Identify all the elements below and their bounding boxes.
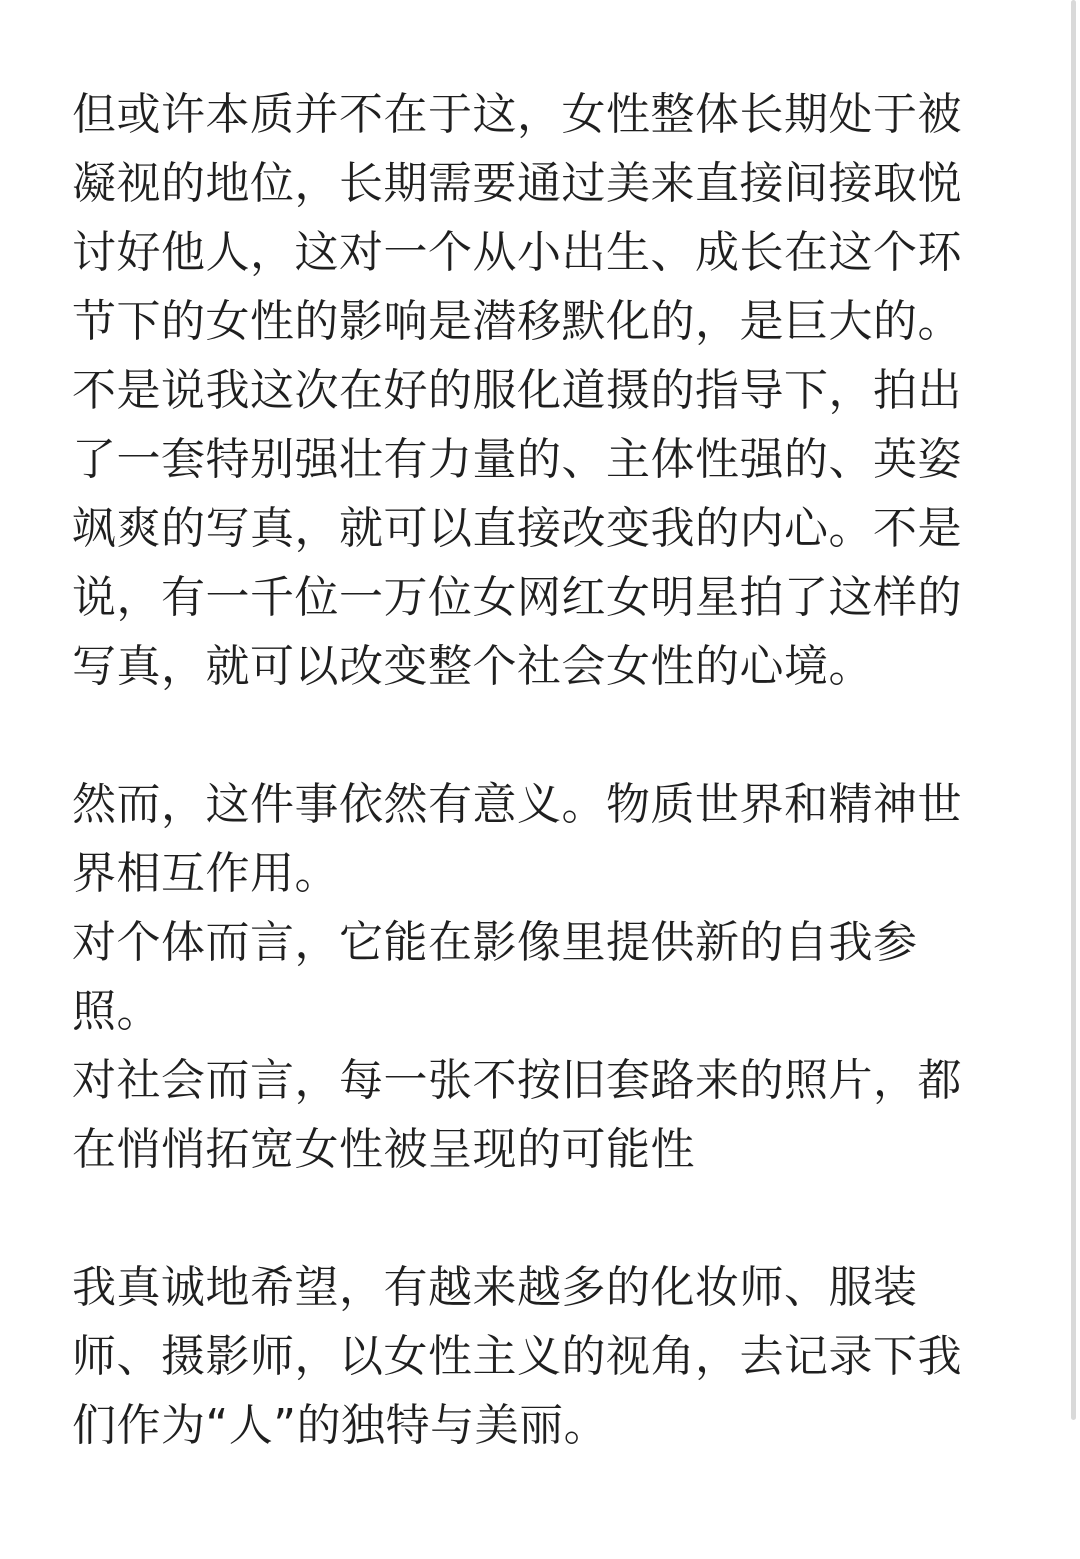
paragraph-2	[72, 770, 1002, 1184]
text-line: 讨好他人，这对一个从小出生、成长在这个环	[72, 227, 962, 278]
text-line: 照。	[72, 986, 161, 1037]
text-line: 飒爽的写真，就可以直接改变我的内心。不是	[72, 503, 962, 554]
text-line: 节下的女性的影响是潜移默化的，是巨大的。	[72, 296, 962, 347]
text-line: 了一套特别强壮有力量的、主体性强的、英姿	[72, 434, 962, 485]
article-body	[72, 80, 1002, 1529]
text-line: 然而，这件事依然有意义。物质世界和精神世	[72, 779, 962, 830]
text-line: 但或许本质并不在于这，女性整体长期处于被	[72, 89, 962, 140]
text-line: 对个体而言，它能在影像里提供新的自我参	[72, 917, 918, 968]
text-line: 师、摄影师，以女性主义的视角，去记录下我	[72, 1331, 962, 1382]
text-line: 我真诚地希望，有越来越多的化妆师、服装	[72, 1262, 918, 1313]
text-line: 不是说我这次在好的服化道摄的指导下，拍出	[72, 365, 962, 416]
text-line: 写真，就可以改变整个社会女性的心境。	[72, 641, 873, 692]
scrollbar-thumb[interactable]	[1071, 0, 1076, 1420]
text-line: 们作为“人”的独特与美丽。	[72, 1400, 609, 1451]
paragraph-3	[72, 1253, 1002, 1460]
text-line: 说，有一千位一万位女网红女明星拍了这样的	[72, 572, 962, 623]
paragraph-1	[72, 80, 1002, 701]
text-line: 对社会而言，每一张不按旧套路来的照片，都	[72, 1055, 962, 1106]
text-line: 在悄悄拓宽女性被呈现的可能性	[72, 1124, 695, 1175]
text-line: 界相互作用。	[72, 848, 339, 899]
text-line: 凝视的地位，长期需要通过美来直接间接取悦	[72, 158, 962, 209]
